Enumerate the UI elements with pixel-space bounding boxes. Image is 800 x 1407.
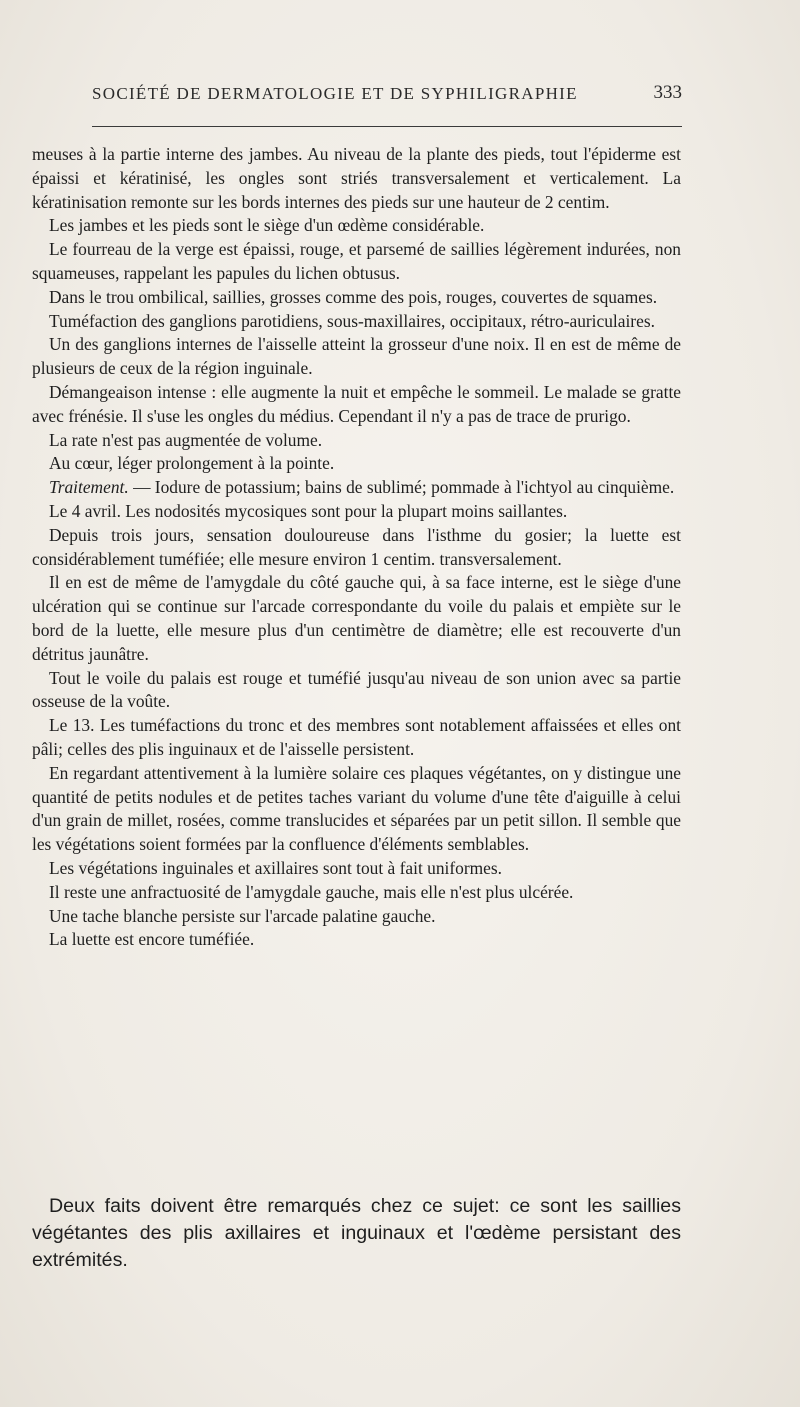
paragraph: Les jambes et les pieds sont le siège d'un œdème considérable. [49, 215, 485, 236]
paragraph: Dans le trou ombilical, saillies, grosses comme des pois, rouges, couvertes de squames. [49, 286, 658, 307]
paragraph: Depuis trois jours, sensation douloureuse dans l'isthme du gosier; la luette est considérablement tuméfiée; elle mesure environ 1 centim. transversalement. [32, 524, 681, 569]
header-rule [92, 126, 682, 127]
paragraph: Un des ganglions internes de l'aisselle atteint la grosseur d'une noix. Il en est de même de plusieurs de ceux de la région inguinale. [32, 334, 681, 379]
paragraph: La rate n'est pas augmentée de volume. [49, 429, 323, 450]
page-number: 333 [653, 82, 682, 103]
running-head [92, 84, 682, 114]
paragraph: Il reste une anfractuosité de l'amygdale gauche, mais elle n'est plus ulcérée. [49, 881, 574, 902]
paragraph: Démangeaison intense : elle augmente la nuit et empêche le sommeil. Le malade se gratte avec frénésie. Il s'use les ongles du médius. Cependant il n'y a pas de trace de prurigo. [32, 381, 681, 426]
treatment-text: — Iodure de potassium; bains de sublimé; pommade à l'ichtyol au cinquième. [128, 477, 675, 498]
running-title: SOCIÉTÉ DE DERMATOLOGIE ET DE SYPHILIGRAPHIE [92, 84, 578, 103]
body-text [32, 143, 681, 952]
treatment-paragraph [32, 476, 681, 500]
paragraph: En regardant attentivement à la lumière solaire ces plaques végétantes, on y distingue une quantité de petits nodules et de petites taches variant du volume d'une tête d'aiguille à celui d'un grain de millet, rosées, comme translucides et séparées par un petit sillon. Il semble que les végétations soient formées par la confluence d'éléments semblables. [32, 762, 681, 855]
paragraph: meuses à la partie interne des jambes. Au niveau de la plante des pieds, tout l'épiderme est épaissi et kératinisé, les ongles sont striés transversalement et verticalement. La kératinisation remonte sur les bords internes des pieds sur une hauteur de 2 centim. [32, 144, 681, 212]
paragraph: Le 4 avril. Les nodosités mycosiques sont pour la plupart moins saillantes. [49, 500, 568, 521]
paragraph: Le 13. Les tuméfactions du tronc et des membres sont notablement affaissées et elles ont pâli; celles des plis inguinaux et de l'aisselle persistent. [32, 715, 681, 759]
paragraph: Au cœur, léger prolongement à la pointe. [49, 453, 335, 474]
treatment-label: Traitement. [49, 477, 129, 498]
paragraph: La luette est encore tuméfiée. [49, 929, 255, 950]
paragraph: Une tache blanche persiste sur l'arcade palatine gauche. [49, 905, 436, 926]
paragraph: Les végétations inguinales et axillaires sont tout à fait uniformes. [49, 857, 503, 878]
closing-remark [32, 1193, 681, 1274]
paragraph: Tout le voile du palais est rouge et tuméfié jusqu'au niveau de son union avec sa partie osseuse de la voûte. [32, 667, 681, 712]
paragraph: Tuméfaction des ganglions parotidiens, sous-maxillaires, occipitaux, rétro-auriculaires. [49, 310, 655, 331]
closing-paragraph: Deux faits doivent être remarqués chez ce sujet: ce sont les saillies végétantes des plis axillaires et inguinaux et l'œdème persistant des extrémités. [32, 1195, 681, 1271]
paragraph: Il en est de même de l'amygdale du côté gauche qui, à sa face interne, est le siège d'une ulcération qui se continue sur l'arcade correspondante du voile du palais et empiète sur le bord de la luette, elle mesure plus d'un centimètre de diamètre; elle est recouverte d'un détritus jaunâtre. [32, 572, 681, 664]
paragraph: Le fourreau de la verge est épaissi, rouge, et parsemé de saillies légèrement indurées, non squameuses, rappelant les papules du lichen obtusus. [32, 239, 681, 283]
